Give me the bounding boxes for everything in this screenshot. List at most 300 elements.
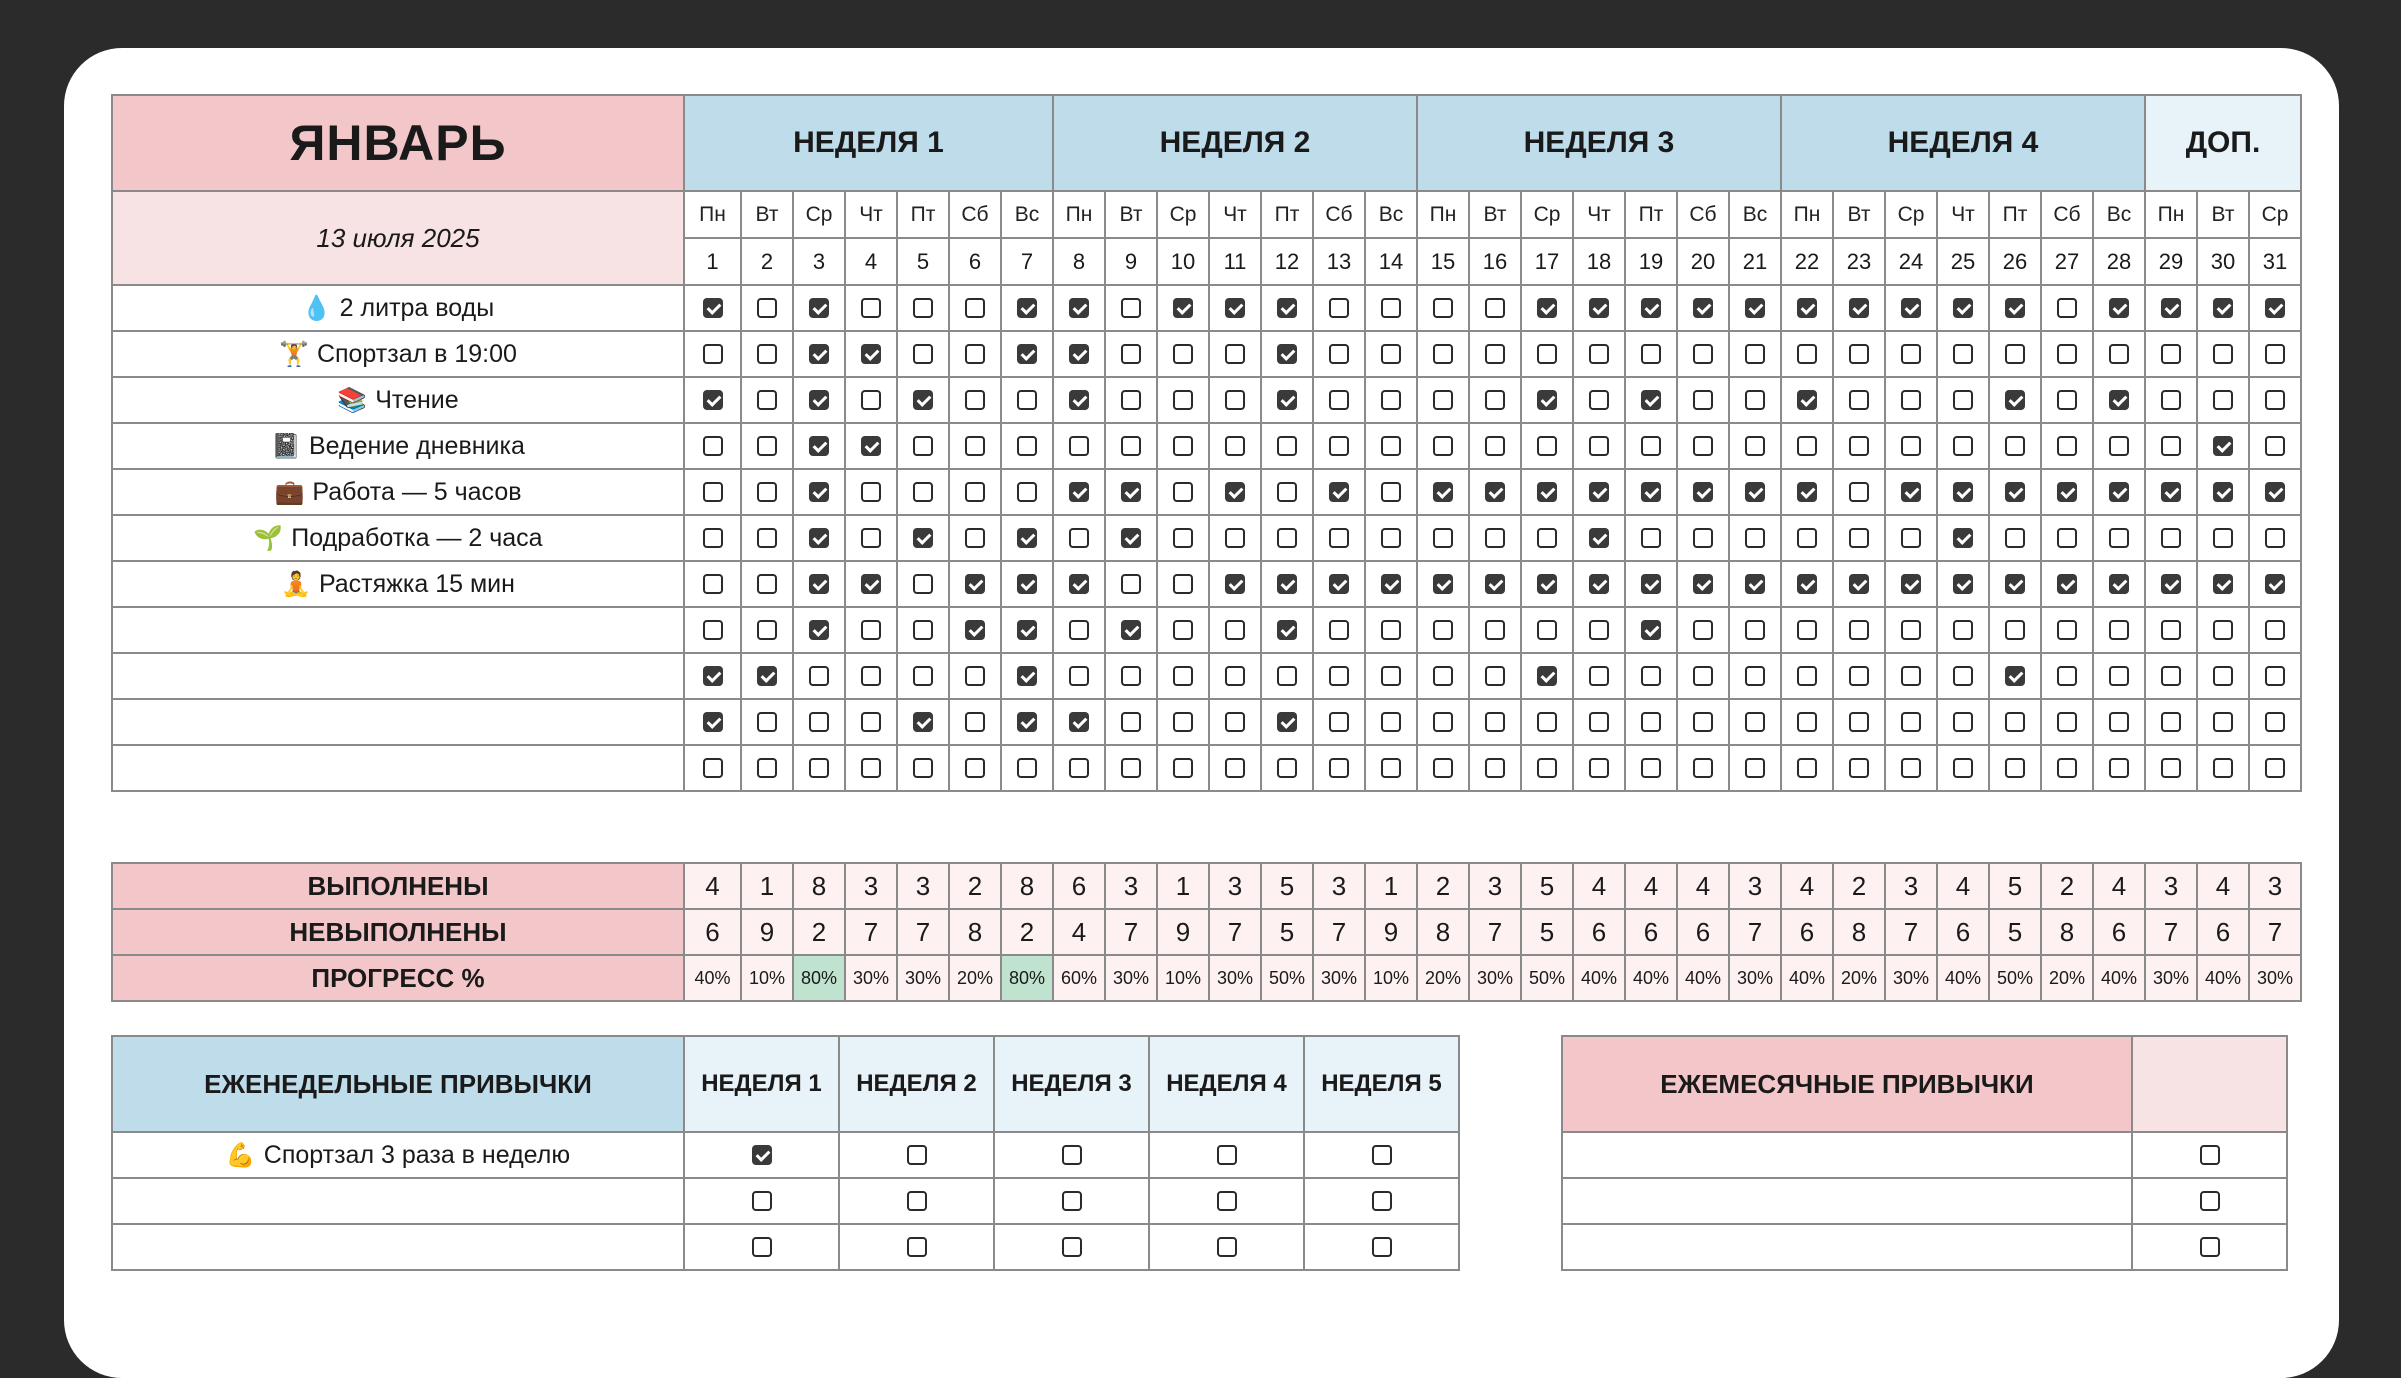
- habit-day-checkbox[interactable]: [1693, 436, 1713, 456]
- habit-day-checkbox[interactable]: [1485, 620, 1505, 640]
- habit-day-checkbox[interactable]: [965, 344, 985, 364]
- habit-day-checkbox[interactable]: [1381, 620, 1401, 640]
- habit-day-checkbox[interactable]: [809, 666, 829, 686]
- habit-day-checkbox[interactable]: [2057, 528, 2077, 548]
- habit-day-checkbox[interactable]: [1069, 666, 1089, 686]
- habit-day-checkbox[interactable]: [2265, 482, 2285, 502]
- habit-day-checkbox[interactable]: [703, 758, 723, 778]
- habit-day-checkbox[interactable]: [1537, 758, 1557, 778]
- habit-day-checkbox[interactable]: [1329, 758, 1349, 778]
- habit-day-checkbox[interactable]: [1277, 666, 1297, 686]
- habit-day-checkbox[interactable]: [2213, 666, 2233, 686]
- habit-day-checkbox[interactable]: [1745, 620, 1765, 640]
- habit-day-checkbox[interactable]: [1693, 758, 1713, 778]
- habit-day-checkbox[interactable]: [2109, 712, 2129, 732]
- habit-day-checkbox[interactable]: [1017, 574, 1037, 594]
- habit-day-checkbox[interactable]: [1953, 666, 1973, 686]
- weekly-checkbox[interactable]: [1217, 1237, 1237, 1257]
- habit-day-checkbox[interactable]: [2057, 436, 2077, 456]
- habit-day-checkbox[interactable]: [1017, 390, 1037, 410]
- habit-day-checkbox[interactable]: [1017, 666, 1037, 686]
- habit-day-checkbox[interactable]: [1121, 574, 1141, 594]
- habit-day-checkbox[interactable]: [1745, 712, 1765, 732]
- habit-day-checkbox[interactable]: [2265, 574, 2285, 594]
- habit-day-checkbox[interactable]: [1069, 758, 1089, 778]
- habit-day-checkbox[interactable]: [1017, 344, 1037, 364]
- habit-day-checkbox[interactable]: [1433, 298, 1453, 318]
- habit-day-checkbox[interactable]: [965, 574, 985, 594]
- habit-day-checkbox[interactable]: [1277, 344, 1297, 364]
- habit-day-checkbox[interactable]: [1537, 528, 1557, 548]
- habit-day-checkbox[interactable]: [1745, 528, 1765, 548]
- habit-day-checkbox[interactable]: [2161, 528, 2181, 548]
- habit-day-checkbox[interactable]: [2057, 620, 2077, 640]
- habit-day-checkbox[interactable]: [1485, 666, 1505, 686]
- weekly-checkbox[interactable]: [907, 1145, 927, 1165]
- habit-day-checkbox[interactable]: [1433, 344, 1453, 364]
- habit-day-checkbox[interactable]: [809, 436, 829, 456]
- habit-day-checkbox[interactable]: [2057, 712, 2077, 732]
- habit-day-checkbox[interactable]: [703, 528, 723, 548]
- habit-day-checkbox[interactable]: [1693, 528, 1713, 548]
- habit-day-checkbox[interactable]: [2057, 666, 2077, 686]
- habit-day-checkbox[interactable]: [1953, 436, 1973, 456]
- weekly-habit-label-cell[interactable]: [112, 1132, 684, 1178]
- habit-day-checkbox[interactable]: [1901, 712, 1921, 732]
- habit-day-checkbox[interactable]: [2213, 574, 2233, 594]
- habit-day-checkbox[interactable]: [1485, 758, 1505, 778]
- habit-day-checkbox[interactable]: [1277, 574, 1297, 594]
- habit-day-checkbox[interactable]: [1381, 436, 1401, 456]
- habit-day-checkbox[interactable]: [703, 482, 723, 502]
- habit-day-checkbox[interactable]: [1225, 390, 1245, 410]
- habit-day-checkbox[interactable]: [1849, 758, 1869, 778]
- habit-day-checkbox[interactable]: [1381, 712, 1401, 732]
- habit-day-checkbox[interactable]: [1381, 574, 1401, 594]
- habit-day-checkbox[interactable]: [1797, 620, 1817, 640]
- habit-day-checkbox[interactable]: [2005, 666, 2025, 686]
- weekly-checkbox[interactable]: [1217, 1145, 1237, 1165]
- habit-day-checkbox[interactable]: [1953, 344, 1973, 364]
- habit-day-checkbox[interactable]: [2057, 298, 2077, 318]
- habit-day-checkbox[interactable]: [2265, 436, 2285, 456]
- habit-day-checkbox[interactable]: [1121, 482, 1141, 502]
- monthly-checkbox[interactable]: [2200, 1191, 2220, 1211]
- habit-day-checkbox[interactable]: [2005, 298, 2025, 318]
- habit-day-checkbox[interactable]: [1381, 344, 1401, 364]
- habit-day-checkbox[interactable]: [913, 574, 933, 594]
- habit-day-checkbox[interactable]: [1693, 666, 1713, 686]
- habit-day-checkbox[interactable]: [1069, 344, 1089, 364]
- habit-day-checkbox[interactable]: [1849, 712, 1869, 732]
- habit-day-checkbox[interactable]: [2109, 758, 2129, 778]
- habit-day-checkbox[interactable]: [1641, 390, 1661, 410]
- habit-day-checkbox[interactable]: [965, 482, 985, 502]
- habit-day-checkbox[interactable]: [1901, 620, 1921, 640]
- habit-day-checkbox[interactable]: [1589, 298, 1609, 318]
- habit-day-checkbox[interactable]: [1069, 574, 1089, 594]
- habit-day-checkbox[interactable]: [1277, 620, 1297, 640]
- habit-day-checkbox[interactable]: [2005, 574, 2025, 594]
- habit-day-checkbox[interactable]: [1017, 436, 1037, 456]
- habit-day-checkbox[interactable]: [1329, 390, 1349, 410]
- habit-day-checkbox[interactable]: [757, 666, 777, 686]
- habit-day-checkbox[interactable]: [1381, 390, 1401, 410]
- habit-day-checkbox[interactable]: [1693, 390, 1713, 410]
- weekly-checkbox[interactable]: [1062, 1145, 1082, 1165]
- habit-day-checkbox[interactable]: [1537, 666, 1557, 686]
- habit-day-checkbox[interactable]: [1953, 298, 1973, 318]
- habit-day-checkbox[interactable]: [703, 712, 723, 732]
- habit-day-checkbox[interactable]: [809, 390, 829, 410]
- habit-day-checkbox[interactable]: [2109, 574, 2129, 594]
- habit-day-checkbox[interactable]: [1173, 482, 1193, 502]
- habit-day-checkbox[interactable]: [2161, 758, 2181, 778]
- habit-day-checkbox[interactable]: [1589, 390, 1609, 410]
- habit-day-checkbox[interactable]: [703, 574, 723, 594]
- habit-day-checkbox[interactable]: [1433, 712, 1453, 732]
- habit-day-checkbox[interactable]: [2109, 482, 2129, 502]
- habit-day-checkbox[interactable]: [703, 436, 723, 456]
- habit-day-checkbox[interactable]: [1901, 758, 1921, 778]
- habit-day-checkbox[interactable]: [2005, 482, 2025, 502]
- habit-day-checkbox[interactable]: [1589, 620, 1609, 640]
- habit-day-checkbox[interactable]: [1641, 758, 1661, 778]
- habit-day-checkbox[interactable]: [2265, 344, 2285, 364]
- habit-day-checkbox[interactable]: [1953, 482, 1973, 502]
- habit-day-checkbox[interactable]: [1433, 758, 1453, 778]
- monthly-habit-label[interactable]: [1562, 1132, 2132, 1178]
- habit-day-checkbox[interactable]: [1797, 574, 1817, 594]
- habit-day-checkbox[interactable]: [1797, 482, 1817, 502]
- habit-day-checkbox[interactable]: [1381, 666, 1401, 686]
- habit-day-checkbox[interactable]: [2005, 436, 2025, 456]
- habit-day-checkbox[interactable]: [1433, 620, 1453, 640]
- habit-day-checkbox[interactable]: [1433, 390, 1453, 410]
- habit-day-checkbox[interactable]: [861, 666, 881, 686]
- habit-day-checkbox[interactable]: [1277, 482, 1297, 502]
- habit-day-checkbox[interactable]: [1329, 574, 1349, 594]
- habit-day-checkbox[interactable]: [2265, 390, 2285, 410]
- monthly-checkbox[interactable]: [2200, 1145, 2220, 1165]
- habit-day-checkbox[interactable]: [1225, 436, 1245, 456]
- habit-day-checkbox[interactable]: [809, 712, 829, 732]
- habit-day-checkbox[interactable]: [2213, 298, 2233, 318]
- habit-day-checkbox[interactable]: [1173, 390, 1193, 410]
- habit-day-checkbox[interactable]: [913, 482, 933, 502]
- habit-day-checkbox[interactable]: [2109, 298, 2129, 318]
- habit-day-checkbox[interactable]: [1433, 436, 1453, 456]
- habit-day-checkbox[interactable]: [1537, 390, 1557, 410]
- habit-day-checkbox[interactable]: [703, 390, 723, 410]
- habit-day-checkbox[interactable]: [1537, 620, 1557, 640]
- habit-day-checkbox[interactable]: [1849, 528, 1869, 548]
- habit-day-checkbox[interactable]: [1849, 390, 1869, 410]
- habit-day-checkbox[interactable]: [1953, 574, 1973, 594]
- weekly-checkbox[interactable]: [752, 1145, 772, 1165]
- habit-day-checkbox[interactable]: [703, 344, 723, 364]
- habit-day-checkbox[interactable]: [2265, 666, 2285, 686]
- habit-day-checkbox[interactable]: [861, 712, 881, 732]
- habit-day-checkbox[interactable]: [1433, 666, 1453, 686]
- habit-day-checkbox[interactable]: [1485, 298, 1505, 318]
- habit-day-checkbox[interactable]: [1901, 436, 1921, 456]
- habit-day-checkbox[interactable]: [1849, 298, 1869, 318]
- habit-label-cell[interactable]: [112, 331, 684, 377]
- habit-day-checkbox[interactable]: [1589, 344, 1609, 364]
- habit-day-checkbox[interactable]: [1641, 344, 1661, 364]
- habit-day-checkbox[interactable]: [2161, 436, 2181, 456]
- habit-day-checkbox[interactable]: [1589, 712, 1609, 732]
- habit-day-checkbox[interactable]: [2161, 390, 2181, 410]
- habit-day-checkbox[interactable]: [1433, 482, 1453, 502]
- habit-day-checkbox[interactable]: [861, 390, 881, 410]
- habit-day-checkbox[interactable]: [1069, 482, 1089, 502]
- habit-day-checkbox[interactable]: [1433, 574, 1453, 594]
- habit-day-checkbox[interactable]: [2161, 574, 2181, 594]
- habit-day-checkbox[interactable]: [2213, 482, 2233, 502]
- habit-label-cell[interactable]: [112, 515, 684, 561]
- habit-day-checkbox[interactable]: [1537, 436, 1557, 456]
- habit-day-checkbox[interactable]: [1069, 436, 1089, 456]
- habit-day-checkbox[interactable]: [1693, 620, 1713, 640]
- habit-day-checkbox[interactable]: [809, 482, 829, 502]
- habit-day-checkbox[interactable]: [1485, 712, 1505, 732]
- habit-day-checkbox[interactable]: [2265, 528, 2285, 548]
- habit-day-checkbox[interactable]: [965, 436, 985, 456]
- habit-day-checkbox[interactable]: [2057, 758, 2077, 778]
- habit-day-checkbox[interactable]: [1329, 482, 1349, 502]
- habit-day-checkbox[interactable]: [1121, 344, 1141, 364]
- habit-day-checkbox[interactable]: [1745, 666, 1765, 686]
- habit-day-checkbox[interactable]: [1849, 482, 1869, 502]
- habit-day-checkbox[interactable]: [757, 482, 777, 502]
- habit-day-checkbox[interactable]: [2265, 758, 2285, 778]
- habit-day-checkbox[interactable]: [1277, 528, 1297, 548]
- habit-day-checkbox[interactable]: [1797, 712, 1817, 732]
- habit-day-checkbox[interactable]: [1901, 344, 1921, 364]
- habit-day-checkbox[interactable]: [1745, 436, 1765, 456]
- habit-day-checkbox[interactable]: [2213, 344, 2233, 364]
- habit-day-checkbox[interactable]: [1849, 574, 1869, 594]
- habit-day-checkbox[interactable]: [1069, 712, 1089, 732]
- habit-label-cell[interactable]: [112, 561, 684, 607]
- habit-day-checkbox[interactable]: [1017, 620, 1037, 640]
- habit-day-checkbox[interactable]: [1173, 528, 1193, 548]
- habit-day-checkbox[interactable]: [1381, 298, 1401, 318]
- habit-day-checkbox[interactable]: [861, 482, 881, 502]
- habit-day-checkbox[interactable]: [1901, 482, 1921, 502]
- habit-day-checkbox[interactable]: [861, 574, 881, 594]
- habit-day-checkbox[interactable]: [1433, 528, 1453, 548]
- habit-day-checkbox[interactable]: [1693, 574, 1713, 594]
- habit-day-checkbox[interactable]: [1485, 436, 1505, 456]
- habit-day-checkbox[interactable]: [1069, 390, 1089, 410]
- habit-day-checkbox[interactable]: [1121, 758, 1141, 778]
- habit-day-checkbox[interactable]: [1745, 574, 1765, 594]
- habit-day-checkbox[interactable]: [1797, 298, 1817, 318]
- weekly-checkbox[interactable]: [752, 1191, 772, 1211]
- habit-day-checkbox[interactable]: [703, 620, 723, 640]
- habit-day-checkbox[interactable]: [1017, 758, 1037, 778]
- habit-day-checkbox[interactable]: [1121, 436, 1141, 456]
- habit-day-checkbox[interactable]: [1693, 482, 1713, 502]
- habit-day-checkbox[interactable]: [1225, 666, 1245, 686]
- habit-label-cell[interactable]: [112, 653, 684, 699]
- habit-day-checkbox[interactable]: [1641, 620, 1661, 640]
- weekly-checkbox[interactable]: [1372, 1145, 1392, 1165]
- habit-day-checkbox[interactable]: [2213, 620, 2233, 640]
- habit-day-checkbox[interactable]: [1589, 758, 1609, 778]
- habit-day-checkbox[interactable]: [2161, 298, 2181, 318]
- habit-day-checkbox[interactable]: [2265, 620, 2285, 640]
- habit-day-checkbox[interactable]: [1225, 758, 1245, 778]
- habit-day-checkbox[interactable]: [1069, 528, 1089, 548]
- habit-day-checkbox[interactable]: [1225, 344, 1245, 364]
- habit-day-checkbox[interactable]: [861, 528, 881, 548]
- weekly-checkbox[interactable]: [1217, 1191, 1237, 1211]
- habit-day-checkbox[interactable]: [1849, 666, 1869, 686]
- habit-day-checkbox[interactable]: [1485, 390, 1505, 410]
- habit-day-checkbox[interactable]: [1589, 482, 1609, 502]
- habit-day-checkbox[interactable]: [1797, 758, 1817, 778]
- weekly-checkbox[interactable]: [752, 1237, 772, 1257]
- habit-day-checkbox[interactable]: [1849, 620, 1869, 640]
- habit-day-checkbox[interactable]: [1745, 390, 1765, 410]
- habit-day-checkbox[interactable]: [913, 758, 933, 778]
- weekly-habit-label-cell[interactable]: [112, 1178, 684, 1224]
- habit-day-checkbox[interactable]: [1537, 712, 1557, 732]
- habit-day-checkbox[interactable]: [757, 528, 777, 548]
- habit-day-checkbox[interactable]: [757, 712, 777, 732]
- habit-day-checkbox[interactable]: [1277, 758, 1297, 778]
- habit-day-checkbox[interactable]: [2109, 390, 2129, 410]
- monthly-checkbox[interactable]: [2200, 1237, 2220, 1257]
- habit-day-checkbox[interactable]: [2057, 390, 2077, 410]
- habit-day-checkbox[interactable]: [1381, 528, 1401, 548]
- habit-day-checkbox[interactable]: [2213, 758, 2233, 778]
- habit-day-checkbox[interactable]: [2213, 390, 2233, 410]
- habit-label-cell[interactable]: [112, 607, 684, 653]
- habit-day-checkbox[interactable]: [757, 298, 777, 318]
- habit-day-checkbox[interactable]: [1485, 482, 1505, 502]
- habit-day-checkbox[interactable]: [1901, 390, 1921, 410]
- habit-day-checkbox[interactable]: [757, 436, 777, 456]
- habit-day-checkbox[interactable]: [2005, 620, 2025, 640]
- habit-day-checkbox[interactable]: [2161, 620, 2181, 640]
- habit-day-checkbox[interactable]: [1277, 436, 1297, 456]
- habit-day-checkbox[interactable]: [1953, 712, 1973, 732]
- habit-day-checkbox[interactable]: [1277, 390, 1297, 410]
- habit-day-checkbox[interactable]: [1121, 528, 1141, 548]
- habit-day-checkbox[interactable]: [1225, 482, 1245, 502]
- habit-day-checkbox[interactable]: [1485, 528, 1505, 548]
- habit-day-checkbox[interactable]: [965, 298, 985, 318]
- habit-day-checkbox[interactable]: [2161, 712, 2181, 732]
- habit-day-checkbox[interactable]: [1641, 482, 1661, 502]
- weekly-checkbox[interactable]: [1062, 1191, 1082, 1211]
- habit-day-checkbox[interactable]: [965, 712, 985, 732]
- habit-day-checkbox[interactable]: [1173, 666, 1193, 686]
- weekly-checkbox[interactable]: [1372, 1191, 1392, 1211]
- habit-day-checkbox[interactable]: [1277, 298, 1297, 318]
- habit-day-checkbox[interactable]: [913, 344, 933, 364]
- habit-day-checkbox[interactable]: [2109, 528, 2129, 548]
- habit-day-checkbox[interactable]: [1329, 436, 1349, 456]
- habit-day-checkbox[interactable]: [2265, 298, 2285, 318]
- habit-day-checkbox[interactable]: [1121, 390, 1141, 410]
- habit-day-checkbox[interactable]: [757, 620, 777, 640]
- habit-day-checkbox[interactable]: [1745, 758, 1765, 778]
- habit-day-checkbox[interactable]: [913, 436, 933, 456]
- habit-day-checkbox[interactable]: [1017, 528, 1037, 548]
- habit-day-checkbox[interactable]: [1121, 712, 1141, 732]
- habit-label-cell[interactable]: [112, 285, 684, 331]
- habit-day-checkbox[interactable]: [2057, 574, 2077, 594]
- habit-day-checkbox[interactable]: [2161, 344, 2181, 364]
- habit-day-checkbox[interactable]: [1225, 528, 1245, 548]
- habit-day-checkbox[interactable]: [1849, 344, 1869, 364]
- weekly-checkbox[interactable]: [907, 1191, 927, 1211]
- habit-day-checkbox[interactable]: [965, 390, 985, 410]
- habit-day-checkbox[interactable]: [1225, 298, 1245, 318]
- habit-day-checkbox[interactable]: [1069, 298, 1089, 318]
- habit-day-checkbox[interactable]: [1329, 712, 1349, 732]
- habit-day-checkbox[interactable]: [1173, 574, 1193, 594]
- habit-day-checkbox[interactable]: [2213, 528, 2233, 548]
- habit-day-checkbox[interactable]: [1173, 758, 1193, 778]
- habit-day-checkbox[interactable]: [1537, 298, 1557, 318]
- habit-day-checkbox[interactable]: [965, 666, 985, 686]
- habit-day-checkbox[interactable]: [1797, 436, 1817, 456]
- habit-day-checkbox[interactable]: [1121, 666, 1141, 686]
- habit-day-checkbox[interactable]: [2109, 436, 2129, 456]
- habit-day-checkbox[interactable]: [2005, 712, 2025, 732]
- habit-day-checkbox[interactable]: [1485, 344, 1505, 364]
- weekly-checkbox[interactable]: [907, 1237, 927, 1257]
- habit-day-checkbox[interactable]: [1641, 436, 1661, 456]
- habit-day-checkbox[interactable]: [1901, 574, 1921, 594]
- habit-day-checkbox[interactable]: [1069, 620, 1089, 640]
- habit-day-checkbox[interactable]: [1901, 666, 1921, 686]
- habit-day-checkbox[interactable]: [1953, 758, 1973, 778]
- habit-day-checkbox[interactable]: [1329, 344, 1349, 364]
- habit-day-checkbox[interactable]: [1381, 758, 1401, 778]
- habit-day-checkbox[interactable]: [1797, 528, 1817, 548]
- habit-label-cell[interactable]: [112, 699, 684, 745]
- habit-day-checkbox[interactable]: [1017, 712, 1037, 732]
- habit-day-checkbox[interactable]: [1901, 298, 1921, 318]
- habit-day-checkbox[interactable]: [2265, 712, 2285, 732]
- habit-day-checkbox[interactable]: [1173, 436, 1193, 456]
- habit-day-checkbox[interactable]: [1225, 712, 1245, 732]
- habit-day-checkbox[interactable]: [1849, 436, 1869, 456]
- habit-day-checkbox[interactable]: [1329, 620, 1349, 640]
- habit-day-checkbox[interactable]: [809, 298, 829, 318]
- habit-day-checkbox[interactable]: [1537, 482, 1557, 502]
- habit-day-checkbox[interactable]: [2161, 666, 2181, 686]
- monthly-habit-label[interactable]: [1562, 1178, 2132, 1224]
- weekly-checkbox[interactable]: [1062, 1237, 1082, 1257]
- habit-day-checkbox[interactable]: [809, 758, 829, 778]
- habit-day-checkbox[interactable]: [1329, 666, 1349, 686]
- habit-day-checkbox[interactable]: [1121, 620, 1141, 640]
- habit-day-checkbox[interactable]: [1745, 482, 1765, 502]
- habit-day-checkbox[interactable]: [861, 436, 881, 456]
- habit-day-checkbox[interactable]: [1901, 528, 1921, 548]
- habit-day-checkbox[interactable]: [861, 344, 881, 364]
- habit-day-checkbox[interactable]: [1953, 390, 1973, 410]
